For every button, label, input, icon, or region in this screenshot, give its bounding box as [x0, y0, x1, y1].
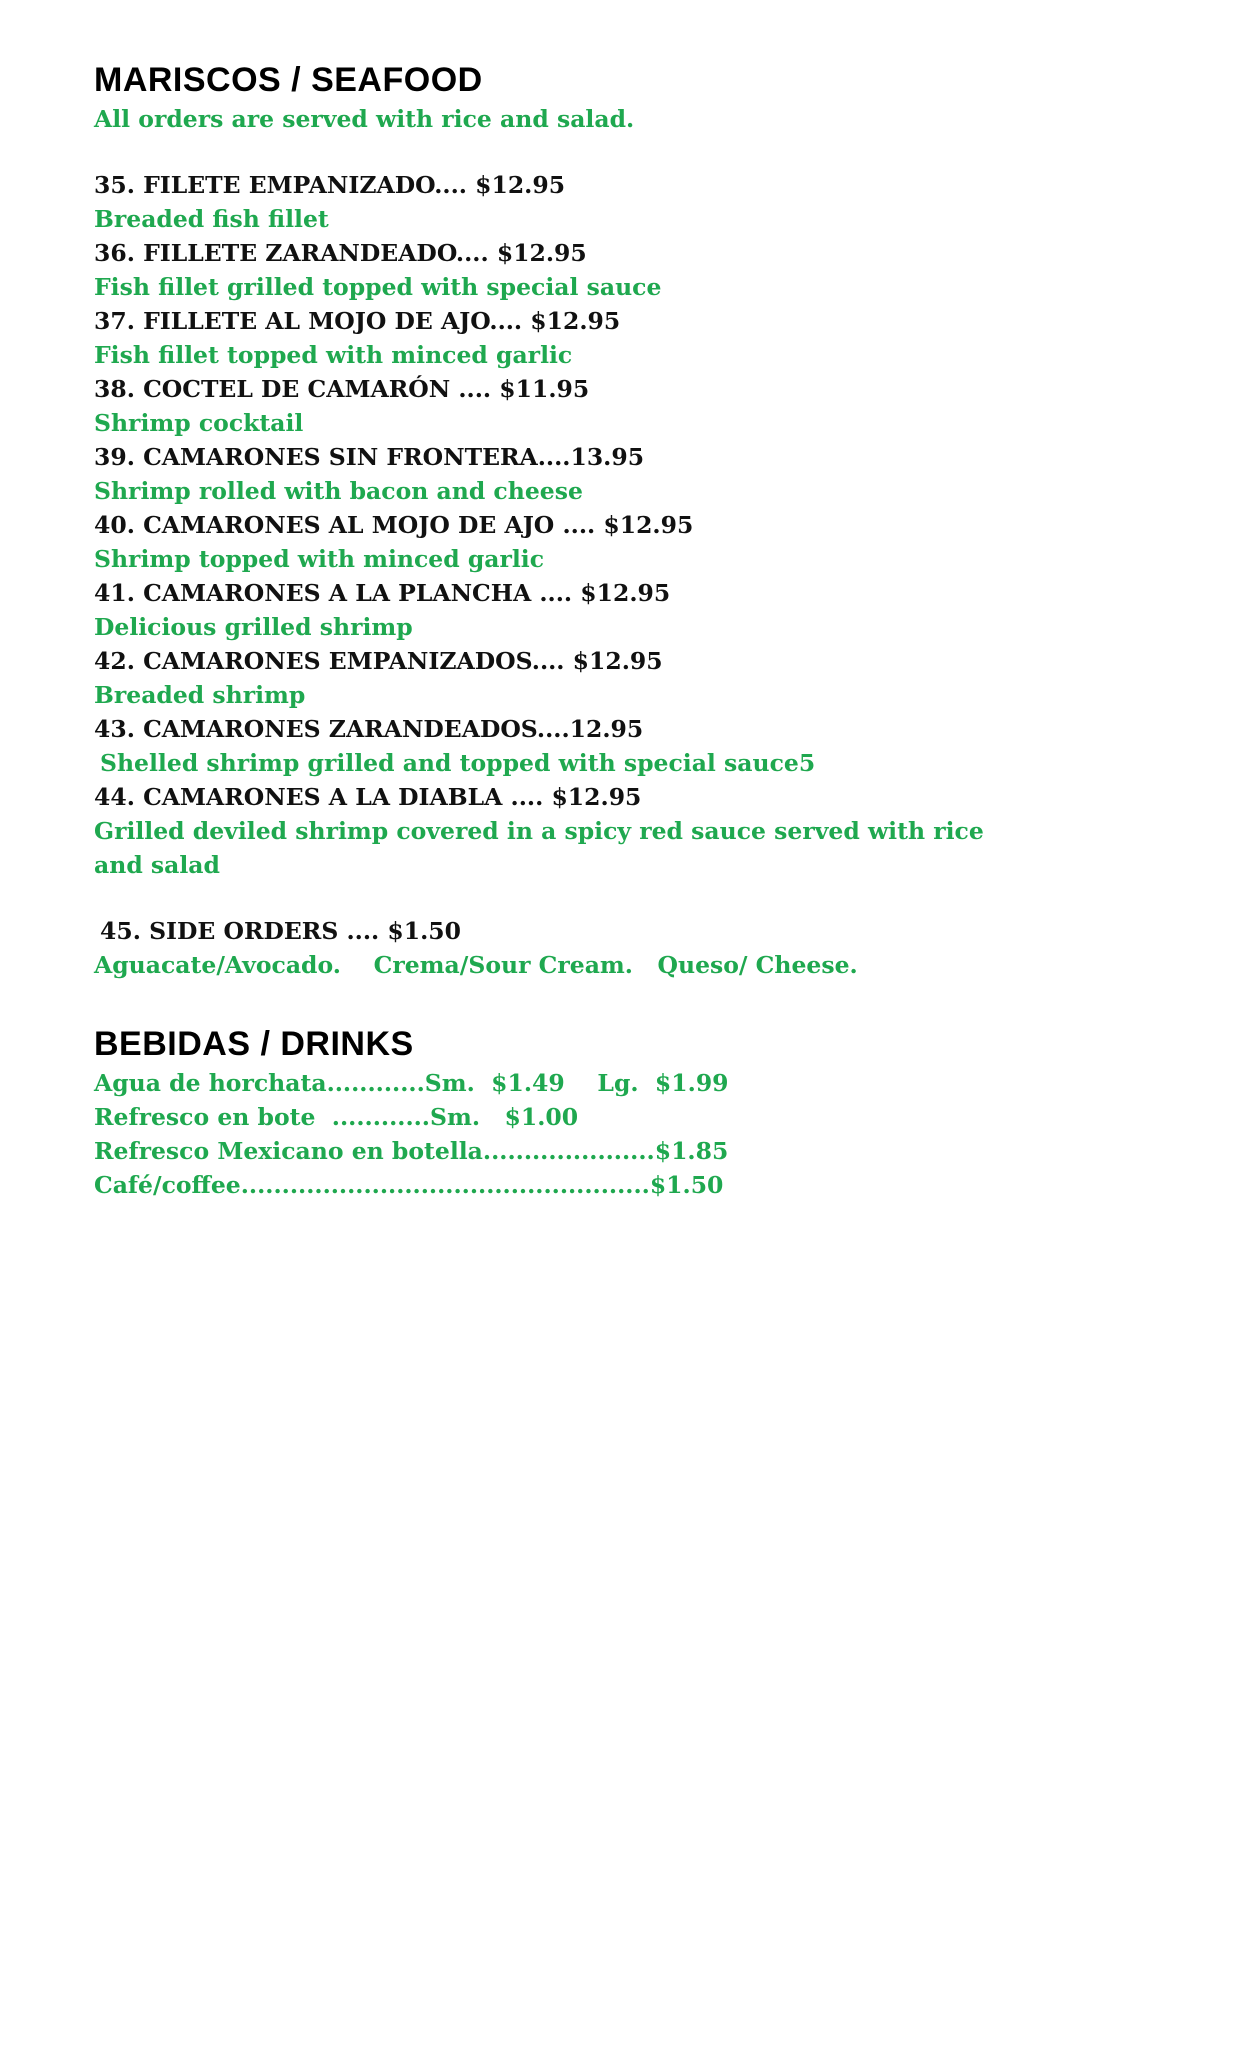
menu-item-title: 40. CAMARONES AL MOJO DE AJO .... $12.95 [94, 511, 694, 539]
spacer [94, 982, 1154, 1022]
drinks-list [94, 1066, 1154, 1202]
spacer [94, 136, 1154, 168]
menu-item-title: 37. FILLETE AL MOJO DE AJO.... $12.95 [94, 307, 621, 335]
drink-item: Agua de horchata............Sm. $1.49 Lg. $1.99 [94, 1069, 729, 1097]
menu-item-title: 43. CAMARONES ZARANDEADOS....12.95 [94, 715, 644, 743]
menu-item-title: 35. FILETE EMPANIZADO.... $12.95 [94, 171, 566, 199]
drink-item: Refresco Mexicano en botella.....................$1.85 [94, 1137, 729, 1165]
menu-item-description: Breaded fish fillet [94, 205, 329, 233]
menu-item-title: 41. CAMARONES A LA PLANCHA .... $12.95 [94, 579, 671, 607]
menu-page [94, 58, 1154, 1202]
spacer [94, 882, 1154, 914]
menu-item-title: 42. CAMARONES EMPANIZADOS.... $12.95 [94, 647, 663, 675]
side-orders-options: Aguacate/Avocado. Crema/Sour Cream. Queso/ Cheese. [94, 951, 858, 979]
menu-item-title: 39. CAMARONES SIN FRONTERA....13.95 [94, 443, 645, 471]
menu-item-description: Shrimp rolled with bacon and cheese [94, 477, 583, 505]
seafood-heading: MARISCOS / SEAFOOD [94, 61, 483, 99]
menu-item-title: 36. FILLETE ZARANDEADO.... $12.95 [94, 239, 587, 267]
seafood-list [94, 168, 1154, 882]
side-orders [94, 914, 1154, 982]
drink-item: Café/coffee..................................................$1.50 [94, 1171, 724, 1199]
menu-item-description: Fish fillet topped with minced garlic [94, 341, 573, 369]
seafood-note: All orders are served with rice and salad. [94, 105, 635, 133]
menu-item-description: Delicious grilled shrimp [94, 613, 413, 641]
menu-item-description: Shrimp cocktail [94, 409, 304, 437]
drink-item: Refresco en bote ............Sm. $1.00 [94, 1103, 579, 1131]
menu-item-description: Shrimp topped with minced garlic [94, 545, 545, 573]
menu-item-title: 38. COCTEL DE CAMARÓN .... $11.95 [94, 375, 590, 403]
menu-item-title: 44. CAMARONES A LA DIABLA .... $12.95 [94, 783, 642, 811]
menu-item-description: Fish fillet grilled topped with special sauce [94, 273, 662, 301]
menu-item-description: Shelled shrimp grilled and topped with special sauce5 [100, 749, 816, 777]
menu-item-description: Breaded shrimp [94, 681, 306, 709]
side-orders-title: 45. SIDE ORDERS .... $1.50 [100, 917, 461, 945]
menu-item-description: Grilled deviled shrimp covered in a spicy red sauce served with rice and salad [94, 817, 984, 879]
drinks-heading: BEBIDAS / DRINKS [94, 1025, 414, 1063]
